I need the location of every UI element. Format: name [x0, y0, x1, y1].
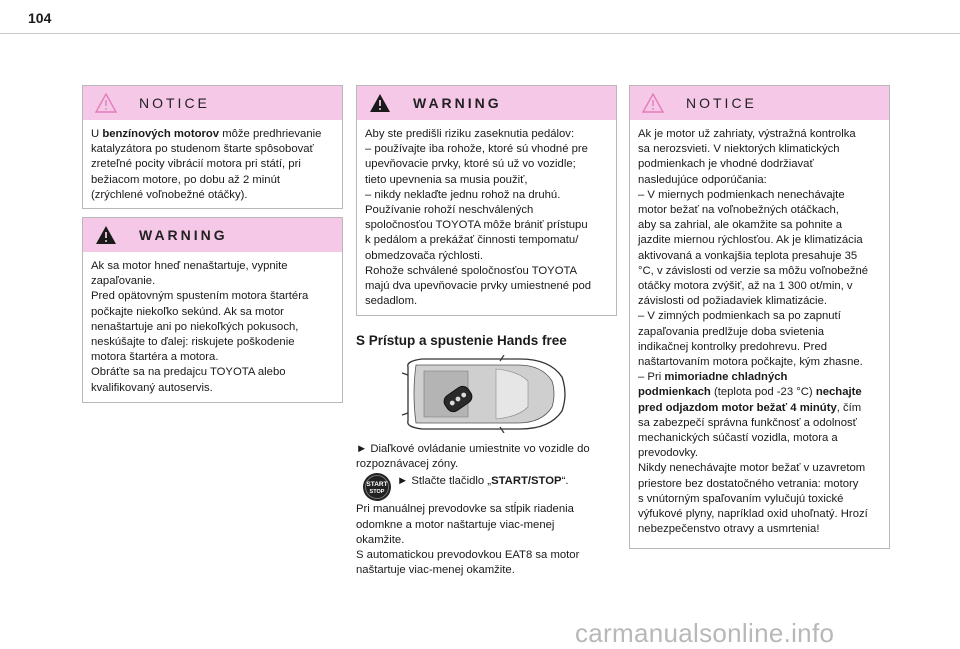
warning-line: k pedálom a prekážať činnosti tempomatu/ [365, 234, 579, 247]
notice-body [83, 120, 342, 211]
notice-line: pred odjazdom motor bežať 4 minúty, čím [638, 401, 862, 414]
warning-box-1 [82, 217, 343, 403]
notice-line: aby sa zahrial, ale okamžite sa pohnite a [638, 219, 843, 232]
warning-line: upevňovacie prvky, ktoré sú už vo vozidle; [365, 158, 576, 171]
notice-line: mechanických súčastí vozidla, motora a [638, 432, 838, 445]
notice-line: otáčky motora zvýšiť, až na 1 300 ot/min, v [638, 280, 853, 293]
warning-line: neskúšajte to ďalej: riskujete poškodenie [91, 336, 295, 349]
warning-header [83, 218, 342, 252]
watermark: carmanualsonline.info [575, 618, 835, 648]
notice-triangle-icon [95, 93, 117, 113]
warning-body [83, 252, 342, 404]
notice-line: Ak je motor už zahriaty, výstražná kontrolka [638, 128, 856, 140]
notice-title: NOTICE [139, 95, 210, 111]
warning-title: WARNING [139, 227, 228, 243]
instruction-line: rozpoznávacej zóny. [356, 458, 459, 471]
notice-line: – Pri mimoriadne chladných [638, 371, 788, 384]
notice-line: priestore bez dostatočného vetrania: motory [638, 477, 859, 490]
notice-line: U benzínových motorov môže predhrievanie [91, 128, 322, 140]
warning-line: zapaľovanie. [91, 275, 156, 288]
notice-line: s vnútorným spaľovaním vylučujú toxické [638, 492, 844, 505]
notice-line: °C, v závislosti od verzie sa môžu voľnobežné [638, 264, 869, 277]
start-label: START [366, 481, 388, 488]
notice-line: indikačnej kontrolky predohrevu. Pred [638, 340, 828, 353]
instruction-line: S automatickou prevodovkou EAT8 sa motor [356, 549, 580, 562]
warning-line: – používajte iba rohože, ktoré sú vhodné pre [365, 143, 588, 156]
warning-line: sedadlom. [365, 295, 418, 308]
notice-line: aktivovaná a vonkajšia teplota presahuje 35 [638, 249, 858, 262]
notice-header [83, 86, 342, 120]
warning-line: – nikdy neklaďte jednu rohož na druhú. [365, 188, 561, 201]
warning-line: Aby ste predišli riziku zaseknutia pedálov: [365, 128, 575, 140]
notice-line: nasledujúce odporúčania: [638, 173, 767, 186]
notice-title: NOTICE [686, 95, 757, 111]
notice-body [630, 120, 889, 545]
warning-line: Pred opätovným spustením motora štartéra [91, 290, 309, 303]
warning-line: Rohože schválené spoločnosťou TOYOTA [365, 264, 578, 277]
notice-line: naštartovaním motora počkajte, kým zhasne. [638, 356, 863, 369]
notice-line: katalyzátora po studenom štarte spôsobovať [91, 143, 314, 156]
warning-line: spoločnosťou TOYOTA môže brániť prístupu [365, 219, 588, 232]
notice-line: sa nerozsvieti. V niektorých klimatických [638, 143, 840, 156]
warning-header [357, 86, 616, 120]
notice-line: výfukové plyny, napríklad oxid uhoľnatý. Hrozí [638, 508, 868, 521]
top-divider [0, 33, 960, 34]
warning-line: obmedzovača rýchlosti. [365, 249, 484, 262]
start-stop-button-icon [362, 472, 392, 502]
warning-line: Používanie rohoží neschválených [365, 204, 534, 217]
notice-box-1 [82, 85, 343, 209]
notice-line: Nikdy nenechávajte motor bežať v uzavretom [638, 462, 866, 475]
notice-line: sa zabezpečí správna funkčnosť a odolnosť [638, 416, 857, 429]
warning-triangle-icon [369, 93, 391, 113]
warning-line: nenaštartuje ani po niekoľkých pokusoch, [91, 320, 299, 333]
warning-line: kvalifikovaný autoservis. [91, 381, 213, 394]
warning-body [357, 120, 616, 317]
page-number: 104 [28, 10, 52, 26]
instruction-line: okamžite. [356, 533, 405, 546]
notice-line: (zrýchlené voľnobežné otáčky). [91, 188, 248, 201]
notice-line: prevodovky. [638, 447, 699, 460]
instruction-line: naštartuje viac-menej okamžite. [356, 564, 515, 577]
warning-line: počkajte niekoľko sekúnd. Ak sa motor [91, 305, 284, 318]
car-key-illustration [400, 355, 570, 433]
notice-line: zreteľné pocity vibrácií motora pri státí, pri [91, 158, 301, 171]
warning-line: majú dva upevňovacie prvky umiestnené pod [365, 280, 592, 293]
notice-line: – V zimných podmienkach sa po zapnutí [638, 310, 841, 323]
warning-line: motora štartéra a motora. [91, 351, 219, 364]
notice-box-2 [629, 85, 890, 549]
notice-line: jazdite miernou rýchlosťou. Ak je klimatizácia [638, 234, 863, 247]
instructions [356, 442, 626, 578]
warning-box-2 [356, 85, 617, 316]
notice-line: podmienkach (teplota pod -23 °C) nechajte [638, 386, 862, 399]
section-title: S Prístup a spustenie Hands free [356, 333, 567, 348]
notice-triangle-icon [642, 93, 664, 113]
warning-line: Obráťte sa na predajcu TOYOTA alebo [91, 366, 286, 379]
notice-line: podmienkach je vhodné dodržiavať [638, 158, 814, 171]
notice-line: zapaľovania predlžuje doba svietenia [638, 325, 825, 338]
warning-triangle-icon [95, 225, 117, 245]
warning-line: Ak sa motor hneď nenaštartuje, vypnite [91, 260, 288, 272]
notice-line: závislosti od požiadaviek klimatizácie. [638, 295, 827, 308]
notice-line: motor bežať na voľnobežných otáčkach, [638, 204, 839, 217]
warning-line: tieto upevnenia sa musia použiť, [365, 173, 528, 186]
notice-header [630, 86, 889, 120]
instruction-line: odomkne a motor naštartuje viac-menej [356, 518, 555, 531]
notice-line: bežiacom motore, po dobu až 2 minút [91, 173, 281, 186]
notice-line: – V miernych podmienkach nenechávajte [638, 188, 845, 201]
stop-label: STOP [369, 489, 385, 495]
notice-line: nebezpečenstvo otravy a usmrtenia! [638, 523, 820, 536]
instruction-line: Pri manuálnej prevodovke sa stĺpik riadenia [356, 503, 574, 516]
instruction-line: ► Diaľkové ovládanie umiestnite vo vozidle do [356, 443, 590, 455]
warning-title: WARNING [413, 95, 502, 111]
instruction-line: ► Stlačte tlačidlo „START/STOP“. [397, 475, 569, 488]
